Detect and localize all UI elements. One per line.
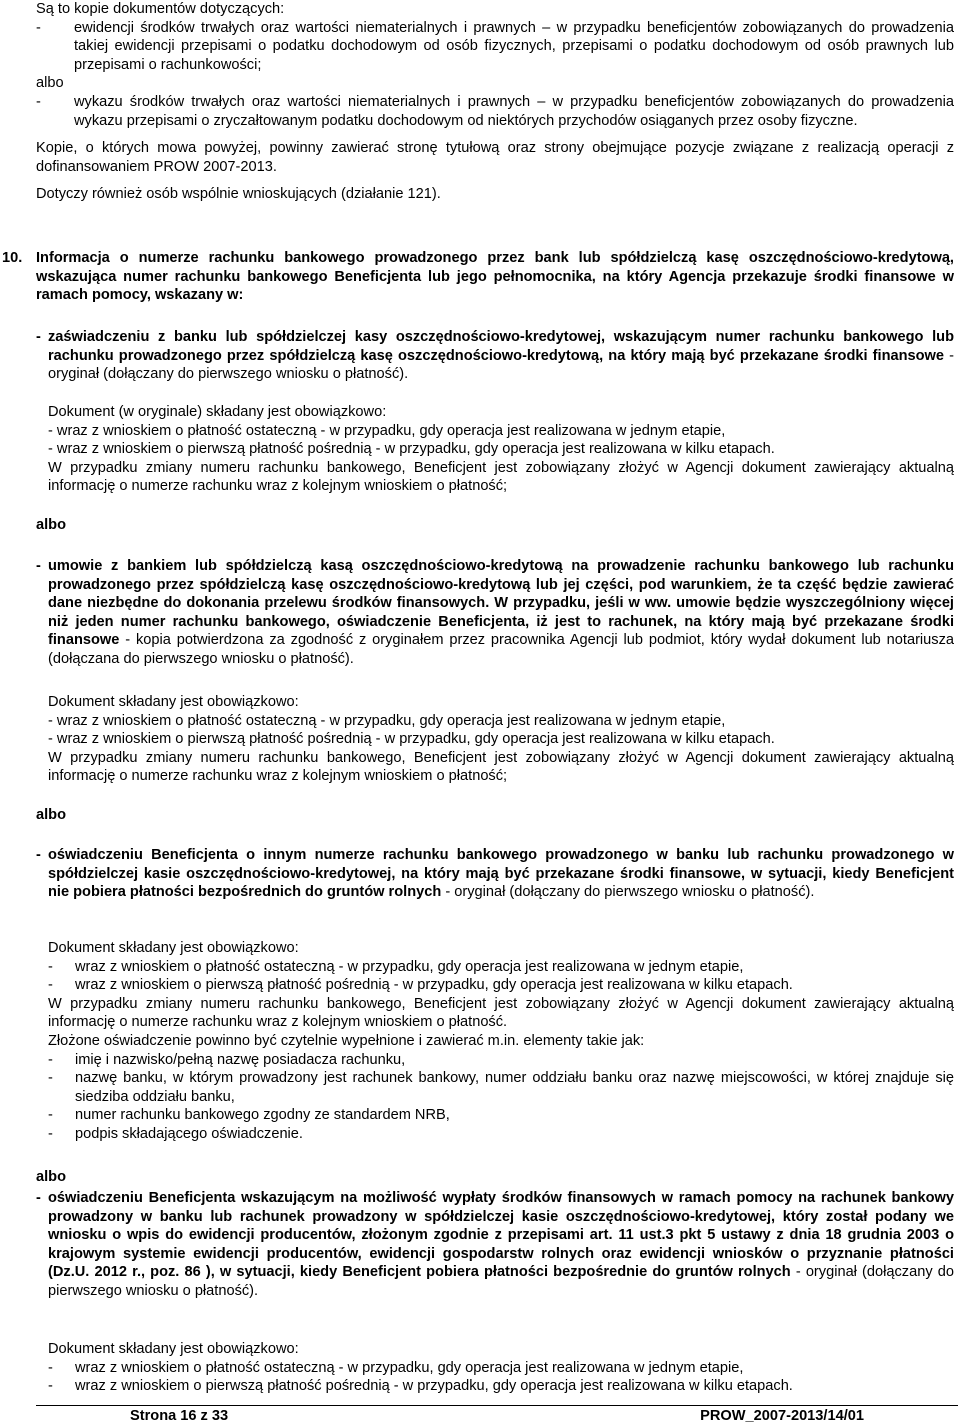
option-2-title: umowie z bankiem lub spółdzielczą kasą oszczędnościowo-kredytową na prowadzenie rachunku bankowego lub rachunku prowadzonego przez spółdzielczą kasę oszczędnościowo-kredytową lub jej części, pod warunkiem, że ta część będzie zawierać dane niezbędne do dokonania przelewu środków finansowych. W przypadku, jeśli w ww. umowie będzie wyszczególniony więcej niż jeden numer rachunku bankowego, oświadczenie Beneficjenta, iż jest to rachunek, na który mają być przekazane środki finansowe [48,558,954,649]
dotyczy-paragraph: Dotyczy również osób wspólnie wnioskujących (działanie 121). [36,186,441,203]
page-number: Strona 16 z 33 [130,1408,229,1424]
option-4-details: Dokument składany jest obowiązkowo: - wraz z wnioskiem o płatność ostateczną - w przypadku, gdy operacja jest realizowana w jednym etapie, - wraz z wnioskiem o pierwszą płatność pośrednią - w przypadku, gdy operacja jest realizowana w kilku etapach. [48,1341,793,1395]
albo-label: albo [36,517,66,533]
option-4: - oświadczeniu Beneficjenta wskazującym na możliwość wypłaty środków finansowych w ramach pomocy na rachunek bankowy prowadzony w banku lub rachunek prowadzony w spółdzielczej kasie oszczędnościowo-kredytowej, który został podany we wniosku o wpis do ewidencji producentów, złożonym zgodnie z przepisami art. 11 ust.3 pkt 5 ustawy z dnia 18 grudnia 2003 o krajowym systemie ewidencji producentów, ewidencji gospodarstw rolnych oraz ewidencji wniosków o przyznanie płatności (Dz.U. 2012 r., poz. 86 ), w sytuacji, kiedy Beneficjent pobiera płatności bezpośrednie do gruntów rolnych - oryginał (dołączany do pierwszego wniosku o płatność). [36,1190,954,1299]
list-item: - ewidencji środków trwałych oraz wartości niematerialnych i prawnych – w przypadku beneficjentów zobowiązanych do prowadzenia takiej ewidencji przepisami o podatku dochodowym od osób fizycznych, przepisami o podatku dochodowym od osób prawnych lub przepisami o rachunkowości; [36,19,954,73]
kopie-paragraph: Kopie, o których mowa powyżej, powinny zawierać stronę tytułową oraz strony obejmujące pozycje związane z realizacją operacji z dofinansowaniem PROW 2007-2013. [36,140,954,175]
footer-rule [36,1405,958,1406]
option-4-title: oświadczeniu Beneficjenta wskazującym na możliwość wypłaty środków finansowych w ramach pomocy na rachunek bankowy prowadzony w banku lub rachunek prowadzony w spółdzielczej kasie oszczędnościowo-kredytowej, który został podany we wniosku o wpis do ewidencji producentów, złożonym zgodnie z przepisami art. 11 ust.3 pkt 5 ustawy z dnia 18 grudnia 2003 o krajowym systemie ewidencji producentów, ewidencji gospodarstw rolnych oraz ewidencji wniosków o przyznanie płatności (Dz.U. 2012 r., poz. 86 ), w sytuacji, kiedy Beneficjent pobiera płatności bezpośrednie do gruntów rolnych [48,1190,954,1281]
option-3-title: oświadczeniu Beneficjenta o innym numerze rachunku bankowego prowadzonego w banku lub rachunku prowadzonego w spółdzielczej kasie oszczędnościowo-kredytowej, na który mają być przekazane środki finansowe, w sytuacji, kiedy Beneficjent nie pobiera płatności bezpośrednich do gruntów rolnych [48,847,954,901]
option-3-details: Dokument składany jest obowiązkowo: - wraz z wnioskiem o płatność ostateczną - w przypadku, gdy operacja jest realizowana w jednym etapie, - wraz z wnioskiem o pierwszą płatność pośrednią - w przypadku, gdy operacja jest realizowana w kilku etapach. W przypadku zmiany numeru rachunku bankowego, Beneficjent jest zobowiązany złożyć w Agencji dokument zawierający aktualną informację o numerze rachunku wraz z kolejnym wnioskiem o płatność. Złożone oświadczenie powinno być czytelnie wypełnione i zawierać m.in. elementy takie jak: - imię i nazwisko/pełną nazwę posiadacza rachunku, - nazwę banku, w którym prowadzony jest rachunek bankowy, numer oddziału banku oraz nazwę miejscowości, w której znajduje się siedziba oddziału banku, - numer rachunku bankowego zgodny ze standardem NRB, - podpis składającego oświadczenie. [48,940,954,1142]
albo-label: albo [36,75,64,92]
list-item: - imię i nazwisko/pełną nazwę posiadacza rachunku, [48,1051,406,1068]
list-item: - wykazu środków trwałych oraz wartości niematerialnych i prawnych – w przypadku beneficjentów zobowiązanych do prowadzenia wykazu przepisami o zryczałtowanym podatku dochodowym od niektórych przychodów osiąganych przez osoby fizyczne. [36,93,954,129]
intro-text: Są to kopie dokumentów dotyczących: [36,1,285,17]
option-3: - oświadczeniu Beneficjenta o innym numerze rachunku bankowego prowadzonego w banku lub rachunku prowadzonego w spółdzielczej kasie oszczędnościowo-kredytowej, na który mają być przekazane środki finansowe, w sytuacji, kiedy Beneficjent nie pobiera płatności bezpośrednich do gruntów rolnych - oryginał (dołączany do pierwszego wniosku o płatność). [36,847,954,901]
section-heading: 10. Informacja o numerze rachunku bankowego prowadzonego przez bank lub spółdzielczą kasę oszczędnościowo-kredytową, wskazująca numer rachunku bankowego Beneficjenta lub jego pełnomocnika, na który Agencja przekazuje środki finansowe w ramach pomocy, wskazany w: [2,250,954,304]
option-2-details: Dokument składany jest obowiązkowo: - wraz z wnioskiem o płatność ostateczną - w przypadku, gdy operacja jest realizowana w jednym etapie, - wraz z wnioskiem o pierwszą płatność pośrednią - w przypadku, gdy operacja jest realizowana w kilku etapach. W przypadku zmiany numeru rachunku bankowego, Beneficjent jest zobowiązany złożyć w Agencji dokument zawierający aktualną informację o numerze rachunku wraz z kolejnym wnioskiem o płatność; [48,694,954,785]
section-10 [2,249,954,305]
list-item: - numer rachunku bankowego zgodny ze standardem NRB, [48,1107,450,1124]
list-item: - nazwę banku, w którym prowadzony jest rachunek bankowy, numer oddziału banku oraz nazwę miejscowości, w której znajduje się siedziba oddziału banku, [48,1070,954,1105]
albo-label: albo [36,807,66,823]
option-1: - zaświadczeniu z banku lub spółdzielczej kasy oszczędnościowo-kredytowej, wskazującym numer rachunku bankowego lub rachunku prowadzonego przez spółdzielczą kasę oszczędnościowo-kredytową, na który mają być przekazane środki finansowe - oryginał (dołączany do pierwszego wniosku o płatność). [36,329,954,383]
albo-label: albo [36,1169,66,1185]
list-item: - podpis składającego oświadczenie. [48,1125,303,1142]
option-1-details: Dokument (w oryginale) składany jest obowiązkowo: - wraz z wnioskiem o płatność ostateczną - w przypadku, gdy operacja jest realizowana w jednym etapie, - wraz z wnioskiem o pierwszą płatność pośrednią - w przypadku, gdy operacja jest realizowana w kilku etapach. W przypadku zmiany numeru rachunku bankowego, Beneficjent jest zobowiązany złożyć w Agencji dokument zawierający aktualną informację o numerze rachunku wraz z kolejnym wnioskiem o płatność; [48,404,954,495]
option-1-title: zaświadczeniu z banku lub spółdzielczej kasy oszczędnościowo-kredytowej, wskazującym numer rachunku bankowego lub rachunku prowadzonego przez spółdzielczą kasę oszczędnościowo-kredytową, na który mają być przekazane środki finansowe [48,329,954,364]
option-2: - umowie z bankiem lub spółdzielczą kasą oszczędnościowo-kredytową na prowadzenie rachunku bankowego lub rachunku prowadzonego przez spółdzielczą kasę oszczędnościowo-kredytową lub jej części, pod warunkiem, że ta część będzie zawierać dane niezbędne do dokonania przelewu środków finansowych. W przypadku, jeśli w ww. umowie będzie wyszczególniony więcej niż jeden numer rachunku bankowego, oświadczenie Beneficjenta, iż jest to rachunek, na który mają być przekazane środki finansowe - kopia potwierdzona za zgodność z oryginałem przez pracownika Agencji lub podmiot, który wydał dokument lub notariusza (dołączana do pierwszego wniosku o płatność). [36,558,954,667]
page-footer [0,1405,960,1425]
document-code: PROW_2007-2013/14/01 [700,1408,864,1424]
top-block [36,0,954,204]
